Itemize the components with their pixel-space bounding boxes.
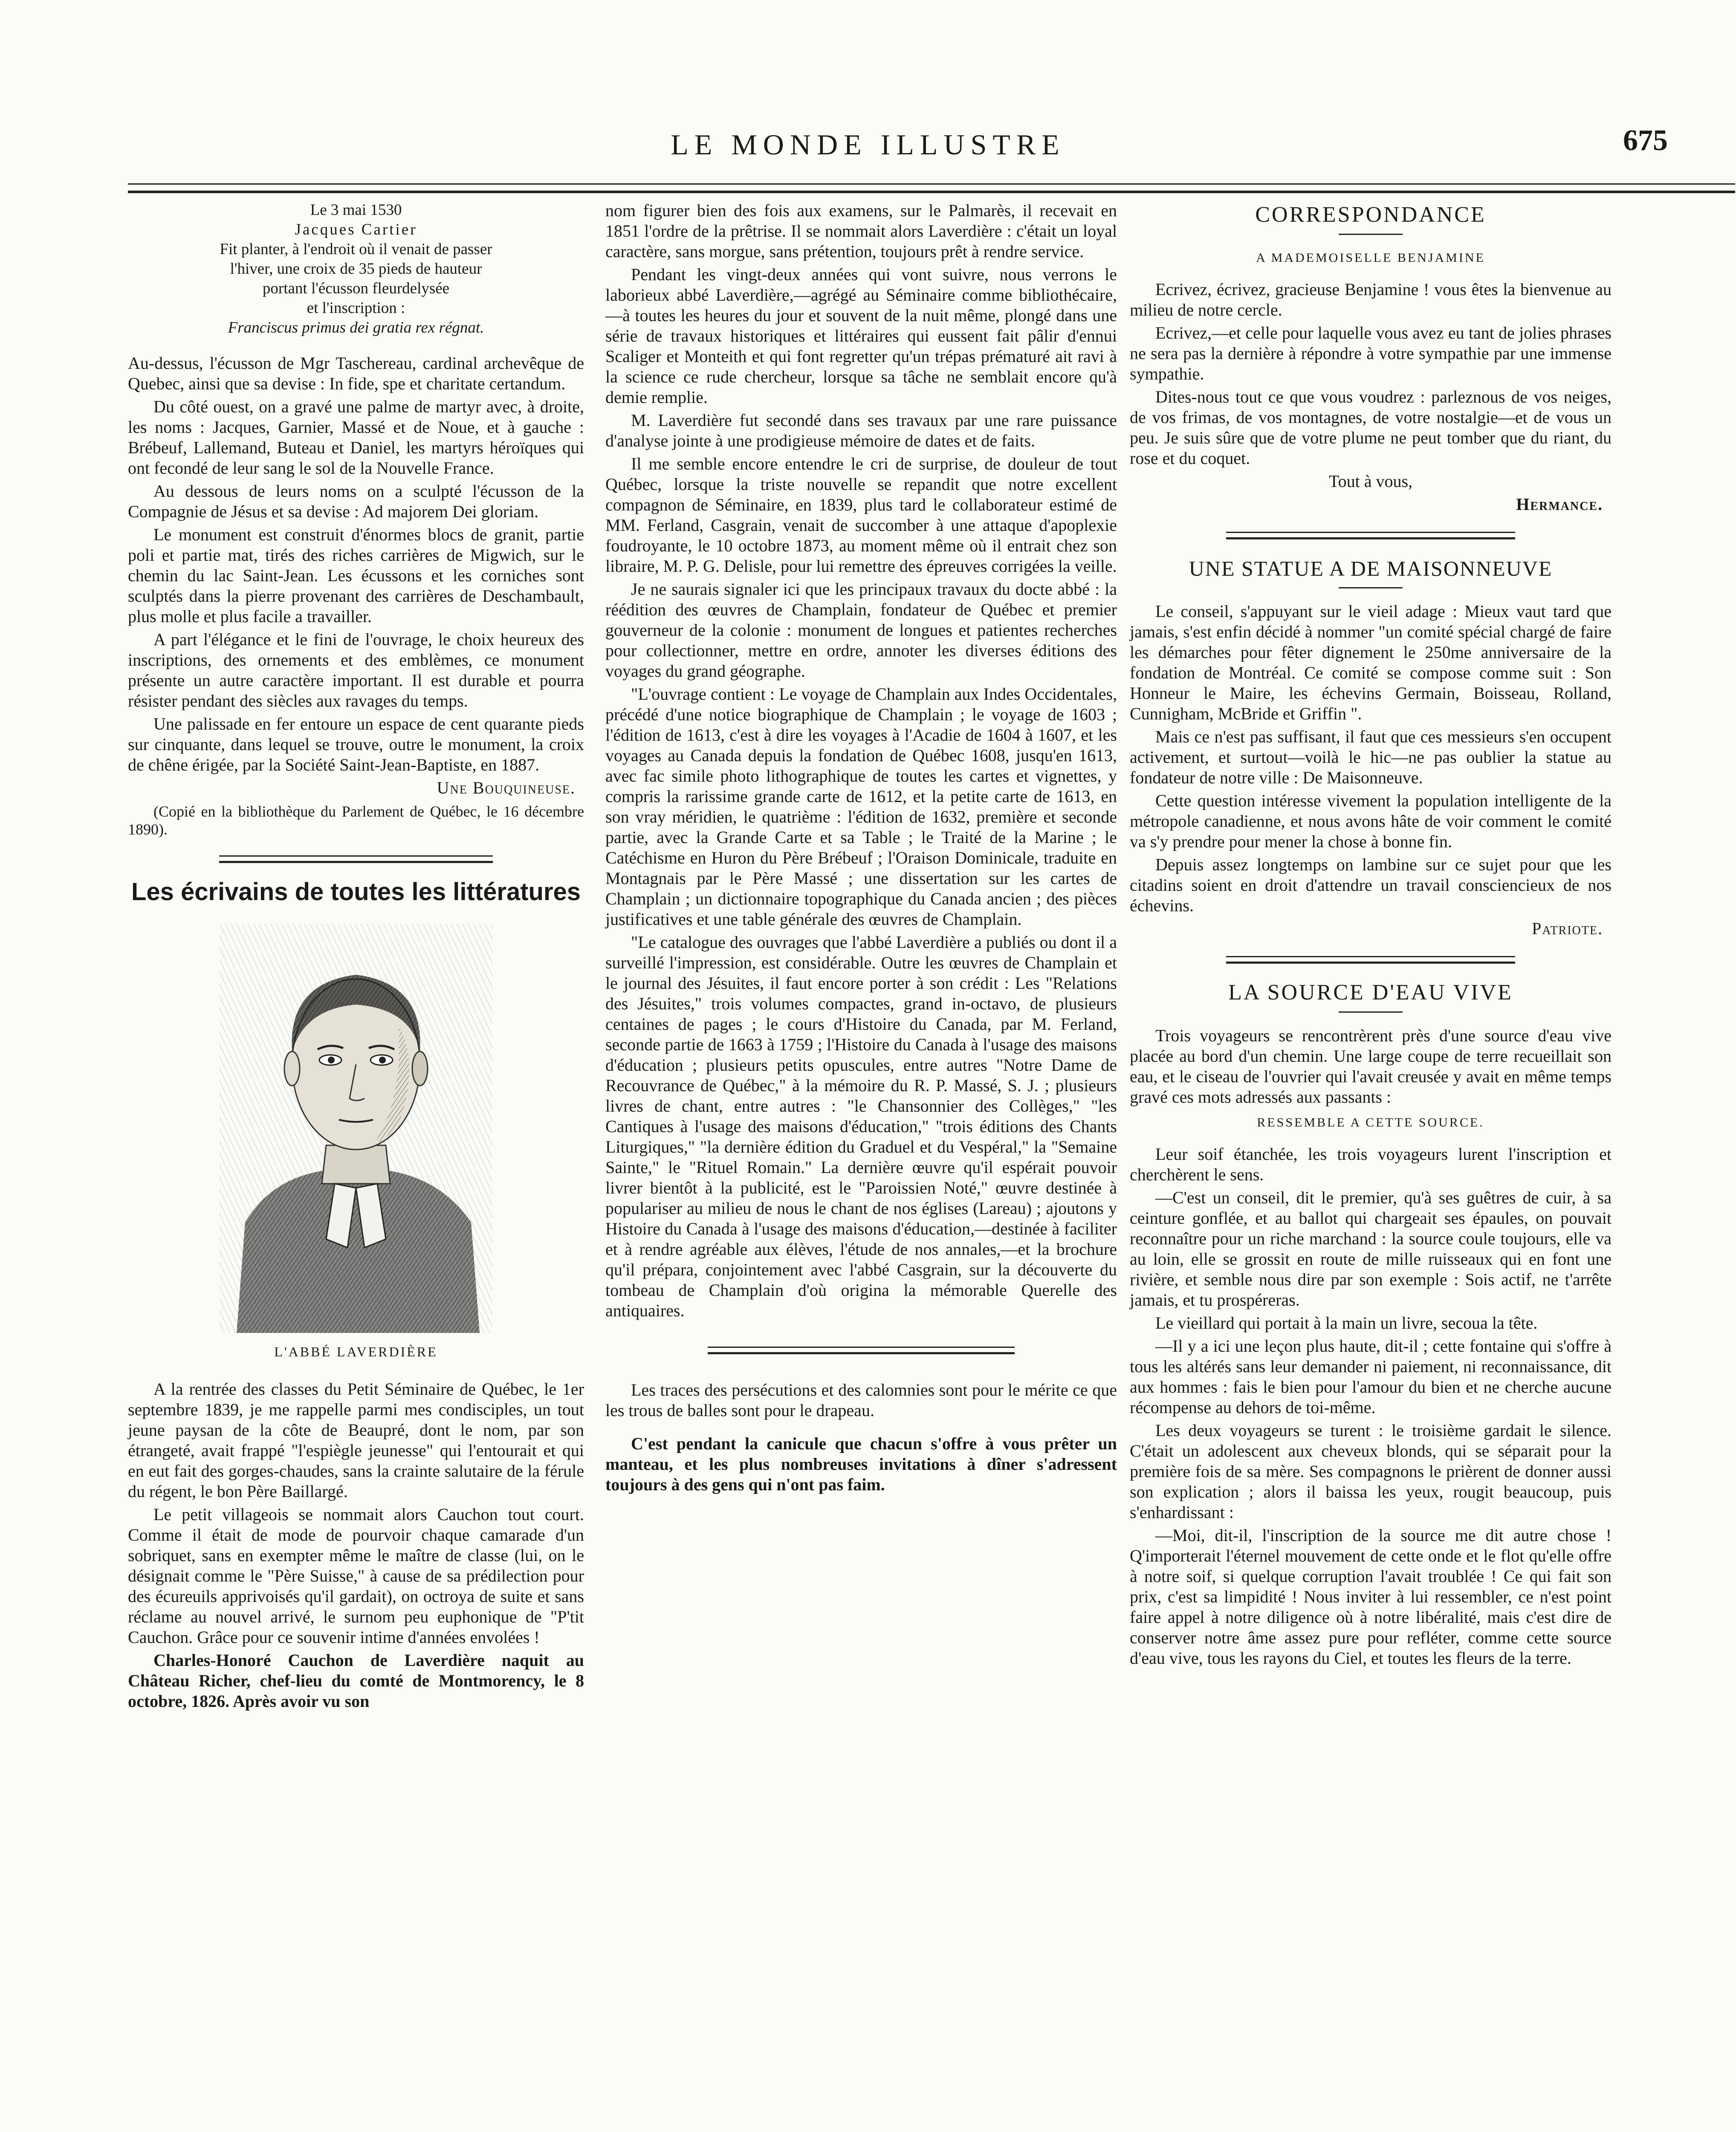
paragraph: Leur soif étanchée, les trois voyageurs lurent l'inscription et cherchèrent le sens. (1130, 1144, 1612, 1184)
portrait-caption: L'ABBÉ LAVERDIÈRE (274, 1344, 438, 1359)
short-rule (1339, 234, 1403, 235)
section-title-correspondance: CORRESPONDANCE (1255, 203, 1486, 227)
paragraph: —Moi, dit-il, l'inscription de la source me dit autre chose ! Q'importerait l'éternel mouvement de cette onde et le flot qu'elle offre à notre soif, si quelque corruption l'avait troublée ! Ce qui fait son prix, c'est sa limpidité ! Nous inviter à lui ressembler, ce n'est point faire appel à notre diligence où à notre libéralité, mais c'est dire de conserver notre âme assez pure pour refléter, comme cette source d'eau vive, tous les rayons du Ciel, et toutes les fleurs de la terre. (1130, 1526, 1612, 1668)
section-separator (219, 855, 493, 863)
paragraph: Le monument est construit d'énormes blocs de granit, partie poli et partie mat, tirés des riches carrières de Migwich, sur le chemin du lac Saint-Jean. Les écussons et les corniches sont sculptés dans la pierre provenant des carrières de Deschambault, plus molle et plus facile a travailler. (128, 525, 584, 626)
signature: Une Bouquineuse. (437, 778, 576, 797)
maxim-paragraph: C'est pendant la canicule que chacun s'offre à vous prêter un manteau, et les plus nombreuses invitations à dîner s'adressent toujours à des gens qui n'ont pas faim. (605, 1434, 1117, 1494)
paragraph: Ecrivez,—et celle pour laquelle vous avez eu tant de jolies phrases ne sera pas la dernière à répondre à votre sympathie par une immense sympathie. (1130, 323, 1612, 383)
paragraph: Trois voyageurs se rencontrèrent près d'une source d'eau vive placée au bord d'un chemin. Une large coupe de terre recueillait son eau, et le ciseau de l'ouvrier qui l'avait creusée y avait en même temps gravé ces mots adressés aux passants : (1130, 1026, 1612, 1107)
inscription-block (128, 200, 584, 338)
paragraph: Le vieillard qui portait à la main un livre, secoua la tête. (1155, 1313, 1538, 1332)
inscription-line: portant l'écusson fleurdelysée (262, 280, 450, 297)
paragraph: Une palissade en fer entoure un espace de cent quarante pieds sur cinquante, dans lequel se trouve, outre le monument, la croix de chêne érigée, par la Société Saint-Jean-Baptiste, en 1887. (128, 714, 584, 774)
paragraph: A part l'élégance et le fini de l'ouvrage, le choix heureux des inscriptions, des ornements et des emblèmes, ce monument présente un autre caractère important. Il est durable et pourra résister pendant des siècles aux ravages du temps. (128, 630, 584, 710)
section-title-source: LA SOURCE D'EAU VIVE (1228, 980, 1513, 1005)
signature: Hermance. (1516, 495, 1603, 514)
short-rule (1339, 1011, 1403, 1013)
inscription-line: Fit planter, à l'endroit où il venait de passer (220, 240, 492, 258)
paragraph: M. Laverdière fut secondé dans ses travaux par une rare puissance d'analyse jointe à une prodigieuse mémoire de dates et de faits. (605, 411, 1117, 450)
paragraph: A la rentrée des classes du Petit Séminaire de Québec, le 1er septembre 1839, je me rappelle parmi mes condisciples, un tout jeune paysan de la côte de Beaupré, dont le nom, par son étrangeté, avait frappé "l'espiègle jeunesse" qui l'entourait et qui en eut fait des gorges-chaudes, sans la crainte salutaire de la férule du régent, le bon Père Baillargé. (128, 1379, 584, 1501)
page-header-title: LE MONDE ILLUSTRE (671, 128, 1065, 161)
portrait-engraving (220, 924, 492, 1333)
signature: Patriote. (1532, 919, 1603, 938)
paragraph: Mais ce n'est pas suffisant, il faut que ces messieurs s'en occupent activement, et surtout—voilà le hic—ne pas oublier la statue au fondateur de notre ville : De Maisonneuve. (1130, 727, 1612, 787)
paragraph: —Il y a ici une leçon plus haute, dit-il ; cette fontaine qui s'offre à tous les altérés sans leur demander ni paiement, ni reconnaissance, dit aux hommes : fais le bien pour l'amour du bien et ne cherche aucune récompense au dehors de toi-même. (1130, 1336, 1612, 1417)
column-2 (605, 200, 1117, 1498)
portrait-illustration (220, 924, 492, 1333)
section-separator (708, 1347, 1015, 1354)
paragraph: Ecrivez, écrivez, gracieuse Benjamine ! vous êtes la bienvenue au milieu de notre cercle. (1130, 280, 1612, 319)
page-number: 675 (1623, 124, 1668, 157)
section-separator (1226, 532, 1515, 539)
section-subhead: RESSEMBLE A CETTE SOURCE. (1257, 1115, 1484, 1130)
paragraph: "Le catalogue des ouvrages que l'abbé Laverdière a publiés ou dont il a surveillé l'impression, est considérable. Outre les œuvres de Champlain et le journal des Jésuites, il faut encore porter à son crédit : Les "Relations des Jésuites," trois volumes compactes, grand in-octavo, de plusieurs centaines de pages ; le cours d'Histoire du Canada, par M. Ferland, seconde partie de 1663 à 1759 ; l'Histoire du Canada à l'usage des maisons d'éducation ; plusieurs petits opuscules, entre autres "Notre Dame de Recouvrance de Québec," à la mémoire du R. P. Massé, S. J. ; plusieurs livres de chant, entre autres : "le Chansonnier des Collèges," "les Cantiques à l'usage des maisons d'éducation," "trois éditions des Chants Liturgiques," "la dernière édition du Graduel et du Vespéral," la "Semaine Sainte," le "Rituel Romain." La dernière œuvre qu'il espérait pouvoir livrer bientôt à la publicité, est le "Paroissien Noté," œuvre destinée à populariser au milieu de nous le chant de nos églises (Lareau) ; ajoutons y Histoire du Canada à l'usage des maisons d'éducation,—destinée à faciliter et à rendre agréable aux élèves, l'étude de nos annales,—et la brochure qu'il prépara, conjointement avec l'abbé Casgrain, sur la découverte du tombeau de Champlain d'où origina la mémorable Querelle des antiquaires. (605, 933, 1117, 1320)
paragraph: Je ne saurais signaler ici que les principaux travaux du docte abbé : la réédition des œuvres de Champlain, fondateur de Québec et premier gouverneur de la colonie : monument de longues et patientes recherches pour collectionner, mettre en ordre, annoter les diverses éditions des voyages du grand géographe. (605, 579, 1117, 681)
inscription-line: Le 3 mai 1530 (310, 201, 402, 219)
source-note: (Copié en la bibliothèque du Parlement de Québec, le 16 décembre 1890). (128, 803, 584, 838)
closing-line: Tout à vous, (1328, 472, 1413, 491)
paragraph: Dites-nous tout ce que vous voudrez : parleznous de vos neiges, de vos frimas, de vos montagnes, de votre nostalgie—et de vous un peu. Je suis sûre que de votre plume ne peut tomber que du riant, du rose et du coquet. (1130, 387, 1612, 468)
section-separator (1226, 956, 1515, 964)
header-rule (128, 183, 1735, 193)
paragraph: Depuis assez longtemps on lambine sur ce sujet pour que les citadins soient en droit d'attendre un travail consciencieux de nos échevins. (1130, 855, 1612, 915)
paragraph: Charles-Honoré Cauchon de Laverdière naquit au Château Richer, chef-lieu du comté de Montmorency, le 8 octobre, 1826. Après avoir vu son (128, 1651, 584, 1711)
paragraph: Pendant les vingt-deux années qui vont suivre, nous verrons le laborieux abbé Laverdière,—agrégé au Séminaire comme bibliothécaire,—à toutes les heures du jour et souvent de la nuit même, plongé dans une série de travaux historiques et littéraires qui eussent fait pâlir d'ennui Scaliger et Monteith et qui font regretter qu'un trépas prématuré ait ravi à la science ce rude chercheur, lorsque sa tâche ne semblait encore qu'à demie remplie. (605, 265, 1117, 407)
paragraph: Au-dessus, l'écusson de Mgr Taschereau, cardinal archevêque de Quebec, ainsi que sa devise : In fide, spe et charitate certandum. (128, 353, 584, 393)
paragraph: Au dessous de leurs noms on a sculpté l'écusson de la Compagnie de Jésus et sa devise : Ad majorem Dei gloriam. (128, 481, 584, 521)
inscription-latin: Franciscus primus dei gratia rex régnat. (228, 319, 484, 336)
paragraph: Les deux voyageurs se turent : le troisième gardait le silence. C'était un adolescent aux cheveux blonds, qui se séparait pour la première fois de sa mère. Ses compagnons le prièrent de donner aussi son explication ; alors il baissa les yeux, rougit beaucoup, puis s'enhardissant : (1130, 1421, 1612, 1522)
paragraph: "L'ouvrage contient : Le voyage de Champlain aux Indes Occidentales, précédé d'une notice biographique de Champlain ; le voyage de 1603 ; l'édition de 1613, c'est à dire les voyages à l'Acadie de 1604 à 1607, et les voyages au Canada depuis la fondation de Québec 1608, jusqu'en 1613, avec fac simile photo lithographique de toutes les cartes et vignettes, y compris la rarissime grande carte de 1612, et la petite carte de 1613, en son vray méridien, le quatrième : l'édition de 1632, première et seconde partie, avec la Grande Carte et sa Table ; le Traité de la Marine ; le Catéchisme en Huron du Père Brébeuf ; l'Oraison Dominicale, traduite en Montagnais par le Père Massé ; une dissertation sur les cartes de Champlain ; un dictionnaire topographique du Canada ancien ; des pièces justificatives et une table générale des œuvres de Champlain. (605, 684, 1117, 929)
inscription-line: et l'inscription : (307, 299, 405, 317)
paragraph: nom figurer bien des fois aux examens, sur le Palmarès, il recevait en 1851 l'ordre de la prêtrise. Il se nommait alors Laverdière : c'était un loyal caractère, sans morgue, sans prétention, toujours prêt à rendre service. (605, 201, 1117, 261)
paragraph: Il me semble encore entendre le cri de surprise, de douleur de tout Québec, lorsque la triste nouvelle se repandit que notre excellent compagnon de Séminaire, en 1839, plus tard le collaborateur estimé de MM. Ferland, Casgrain, venait de succomber à une attaque d'apoplexie foudroyante, le 10 octobre 1873, au moment même où il entrait chez son libraire, M. P. G. Delisle, pour lui remettre des épreuves corrigées la veille. (605, 454, 1117, 576)
section-title: Les écrivains de toutes les littératures (131, 878, 581, 906)
paragraph: Cette question intéresse vivement la population intelligente de la métropole canadienne, et nous avons hâte de voir comment le comité va s'y prendre pour mener la chose à bonne fin. (1130, 791, 1612, 851)
paragraph: —C'est un conseil, dit le premier, qu'à ses guêtres de cuir, à sa ceinture gonflée, et au ballot qui chargeait ses épaules, on pouvait reconnaître pour un riche marchand : la source coule toujours, elle va au loin, elle se grossit en route de mille ruisseaux qui en font une rivière, et semble nous dire par son exemple : Sois actif, ne t'arrête jamais, et tu prospéreras. (1130, 1188, 1612, 1309)
inscription-line: Jacques Cartier (295, 221, 417, 238)
section-subhead: A MADEMOISELLE BENJAMINE (1256, 251, 1485, 265)
inscription-line: l'hiver, une croix de 35 pieds de hauteur (230, 260, 482, 278)
maxim-paragraph: Les traces des persécutions et des calomnies sont pour le mérite ce que les trous de balles sont pour le drapeau. (605, 1380, 1117, 1420)
column-1 (128, 200, 584, 1714)
paragraph: Le petit villageois se nommait alors Cauchon tout court. Comme il était de mode de pourvoir chaque camarade d'un sobriquet, sans en exempter même le maître de classe (lui, on le désignait comme le "Père Suisse," à cause de sa prédilection pour des écureuils apprivoisés qu'il gardait), on octroya de suite et sans réclame au nouvel arrivé, le surnom peu euphonique de "P'tit Cauchon. Grâce pour ce souvenir intime d'années envolées ! (128, 1505, 584, 1647)
column-3 (1130, 200, 1612, 1671)
paragraph: Du côté ouest, on a gravé une palme de martyr avec, à droite, les noms : Jacques, Garnier, Massé et de Noue, et à gauche : Brébeuf, Lallemand, Buteau et Daniel, les martyrs héroïques qui ont fecondé de leur sang le sol de la Nouvelle France. (128, 397, 584, 478)
paragraph: Le conseil, s'appuyant sur le vieil adage : Mieux vaut tard que jamais, s'est enfin décidé à nommer "un comité spécial chargé de faire les démarches pour fêter dignement le 250me anniversaire de la fondation de Montréal. Ce comité se compose comme suit : Son Honneur le Maire, les échevins Germain, Boisseau, Rolland, Cunnigham, McBride et Griffin ". (1130, 602, 1612, 723)
short-rule (1339, 587, 1403, 588)
section-title-statue: UNE STATUE A DE MAISONNEUVE (1189, 556, 1553, 580)
